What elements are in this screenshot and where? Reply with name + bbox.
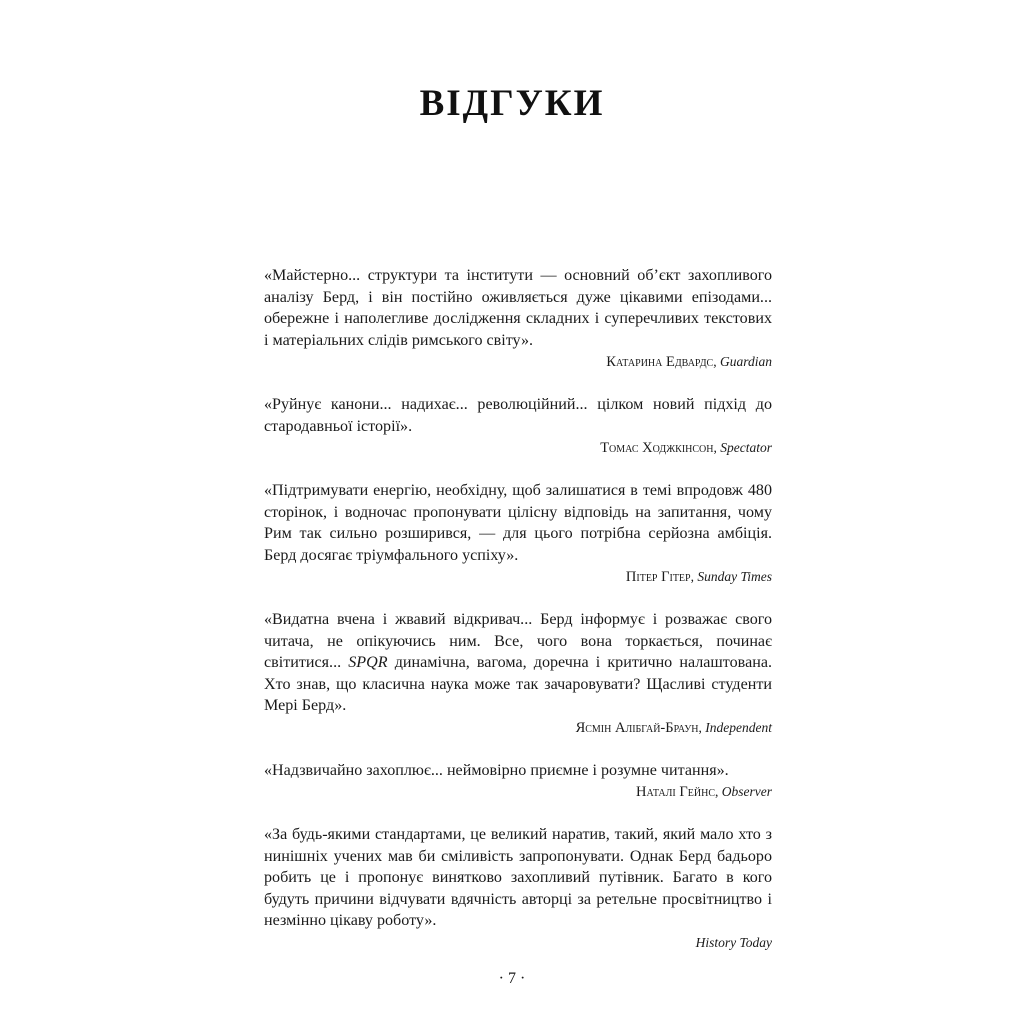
page-number: · 7 · — [498, 970, 526, 987]
attribution-separator: , — [715, 784, 722, 799]
review-attribution — [264, 438, 772, 458]
review-item — [264, 609, 772, 738]
review-attribution — [264, 718, 772, 738]
review-source: Sunday Times — [697, 569, 772, 584]
review-quote — [264, 609, 772, 717]
review-source: Independent — [705, 719, 772, 735]
review-quote: «Майстерно... структури та інститути — основний об’єкт захопливого аналізу Берд, і він постійно оживляється дуже цікавими епізодами... обережне і наполегливе дослідження складних і суперечливих текстових і матеріальних слідів римського світу». — [264, 267, 772, 349]
page-title: ВІДГУКИ — [419, 83, 605, 124]
review-quote: «Надзвичайно захоплює... неймовірно приємне і розумне читання». — [264, 761, 729, 779]
review-source: History Today — [695, 934, 772, 950]
attribution-separator: , — [690, 569, 698, 584]
review-attribution — [264, 933, 772, 952]
quote-italic-title: SPQR — [348, 654, 388, 671]
review-author: Наталі Гейнс — [636, 784, 715, 800]
review-quote: «За будь-якими стандартами, це великий наратив, такий, який мало хто з нинішніх учених мав би сміливість запропонувати. Однак Берд бадьоро робить це і пропонує винятково захопливий путівник. Багато в кого будуть причини відчувати вдячність авторці за ретельне просвітництво і незмінно цікаву роботу». — [264, 826, 772, 929]
review-author: Катарина Едвардс — [606, 354, 714, 370]
review-attribution — [264, 567, 772, 587]
quote-text: «Видатна вчена і жвавий відкривач... Берд інформує і розважає свого читача, не опікуючись ним. Все, чого вона торкається, починає світитися... — [264, 611, 772, 671]
review-attribution — [264, 352, 772, 372]
review-item — [264, 480, 772, 587]
review-item — [264, 394, 772, 458]
review-attribution — [264, 782, 772, 802]
attribution-separator: , — [713, 440, 721, 455]
review-author: Томас Ходжкінсон — [600, 440, 714, 456]
review-quote: «Підтримувати енергію, необхідну, щоб залишатися в темі впродовж 480 сторінок, і водночас пропонувати цілісну відповідь на запитання, чому Рим так сильно розширився, — для цього потрібна серйозна амбіція. Берд досягає тріумфального успіху». — [264, 482, 772, 564]
review-source: Observer — [721, 784, 772, 799]
review-item — [264, 760, 772, 803]
review-item — [264, 265, 772, 372]
review-author: Пітер Гітер — [625, 569, 691, 585]
reviews-list — [264, 265, 772, 974]
review-author: Ясмін Алібгай-Браун — [575, 719, 699, 736]
quote-text: динамічна, вагома, доречна і критично налаштована. Хто знав, що класична наука може так зачаровувати? Щасливі студенти Мері Берд». — [264, 654, 772, 714]
review-source: Guardian — [719, 354, 772, 369]
attribution-separator: , — [713, 354, 720, 369]
review-quote: «Руйнує канони... надихає... революційний... цілком новий підхід до стародавньої історії». — [264, 396, 772, 435]
review-source: Spectator — [720, 440, 772, 455]
attribution-separator: , — [698, 719, 706, 735]
review-item — [264, 824, 772, 952]
